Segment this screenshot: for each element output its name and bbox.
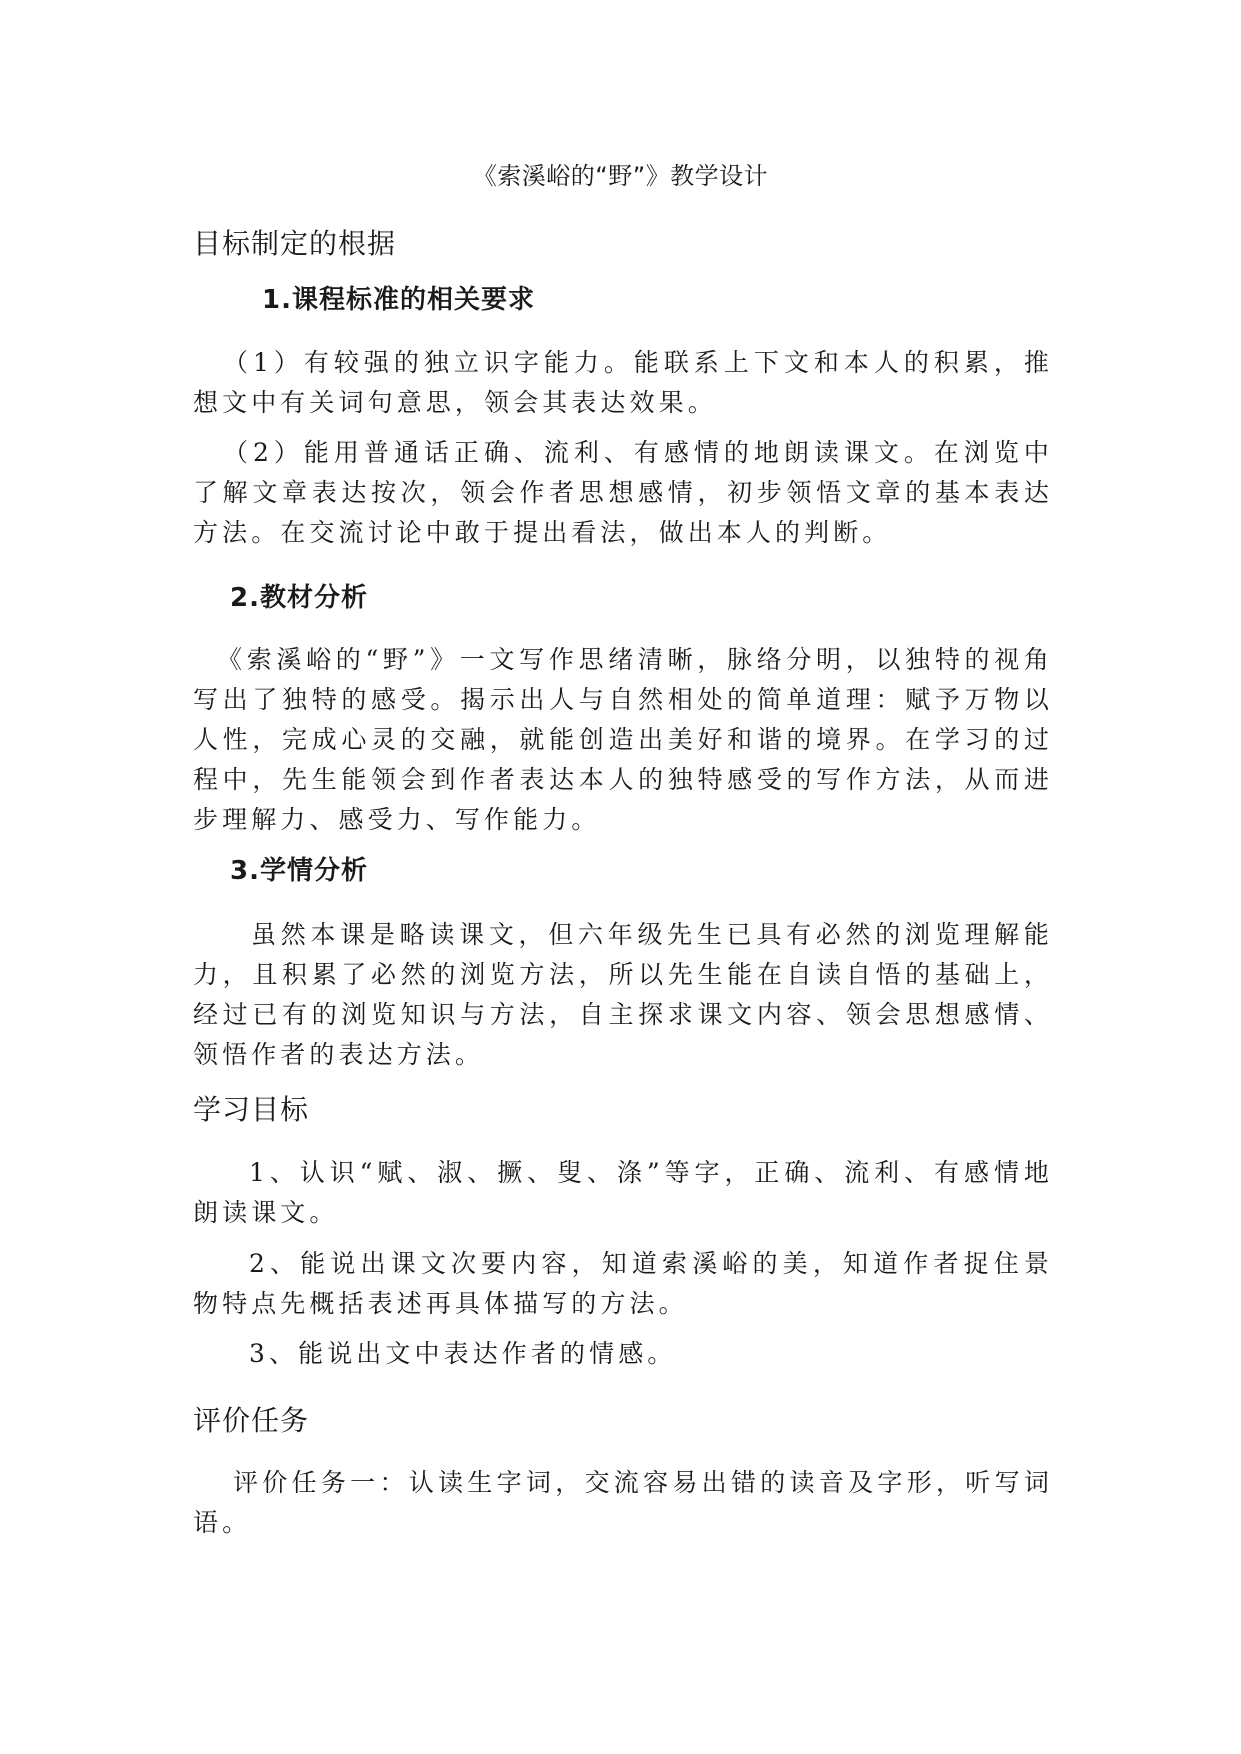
subheading-curriculum-standards: 1.课程标准的相关要求 <box>262 285 535 315</box>
paragraph-standard-1: （1）有较强的独立识字能力。能联系上下文和本人的积累，推想文中有关词句意思，领会其表达效果。 <box>193 348 1053 417</box>
paragraph-learner-analysis: 虽然本课是略读课文，但六年级先生已具有必然的浏览理解能力，且积累了必然的浏览方法，所以先生能在自读自悟的基础上，经过已有的浏览知识与方法，自主探求课文内容、领会思想感情、领悟作者的表达方法。 <box>193 920 1053 1069</box>
learning-goal-2: 2、能说出课文次要内容，知道索溪峪的美，知道作者捉住景物特点先概括表述再具体描写的方法。 <box>193 1249 1053 1318</box>
subheading-learner-analysis: 3.学情分析 <box>230 856 368 886</box>
learning-goal-3: 3、能说出文中表达作者的情感。 <box>249 1339 677 1368</box>
paragraph-assessment-task-1: 评价任务一：认读生字词，交流容易出错的读音及字形，听写词语。 <box>193 1468 1053 1537</box>
section-heading-basis: 目标制定的根据 <box>193 227 397 260</box>
document-title: 《索溪峪的“野”》教学设计 <box>472 162 769 190</box>
paragraph-textbook-analysis: 《索溪峪的“野”》一文写作思绪清晰，脉络分明，以独特的视角写出了独特的感受。揭示出人与自然相处的简单道理：赋予万物以人性，完成心灵的交融，就能创造出美好和谐的境界。在学习的过程中，先生能领会到作者表达本人的独特感受的写作方法，从而进步理解力、感受力、写作能力。 <box>193 645 1053 834</box>
section-heading-learning-goals: 学习目标 <box>193 1093 310 1126</box>
section-heading-assessment-tasks: 评价任务 <box>193 1404 310 1437</box>
subheading-textbook-analysis: 2.教材分析 <box>230 583 368 613</box>
paragraph-standard-2: （2）能用普通话正确、流利、有感情的地朗读课文。在浏览中了解文章表达按次，领会作者思想感情，初步领悟文章的基本表达方法。在交流讨论中敢于提出看法，做出本人的判断。 <box>193 438 1053 547</box>
learning-goal-1: 1、认识“赋、淑、撅、叟、涤”等字，正确、流利、有感情地朗读课文。 <box>193 1158 1053 1227</box>
